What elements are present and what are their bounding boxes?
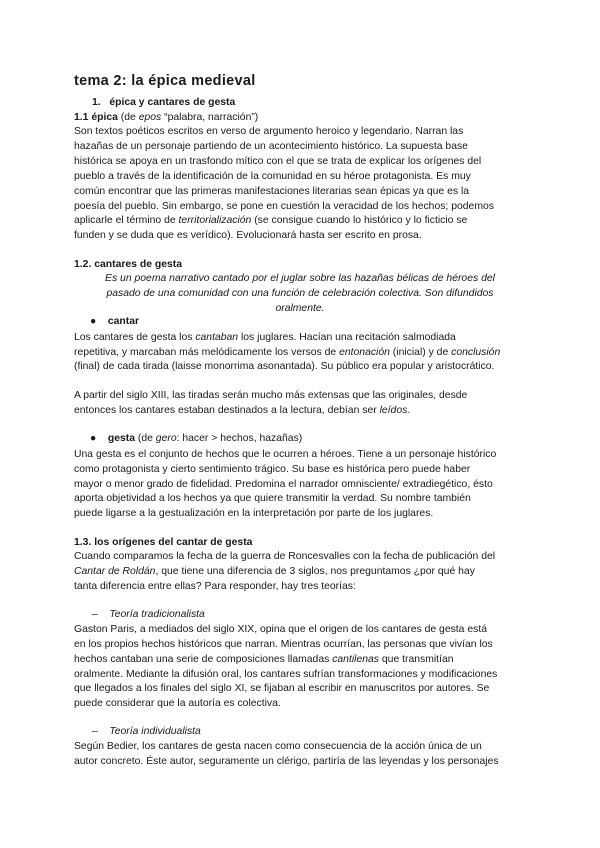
- paragraph-line: poesía del pueblo. Sin embargo, se pone en cuestión la veracidad de los hechos; podemos: [74, 201, 494, 212]
- definition-line: oralmente.: [275, 303, 325, 314]
- paragraph-line: pueblo a través de la identificación de la comunidad en su héroe protagonista. Es muy: [74, 171, 471, 182]
- italic-term: cantilenas: [332, 654, 379, 665]
- italic-term: Cantar de Roldán: [74, 566, 156, 577]
- paragraph-line: como protagonista y cierto sentimiento trágico. Su base es histórica pero puede haber: [74, 464, 471, 475]
- section-1-2-heading: 1.2. cantares de gesta: [74, 259, 183, 270]
- bullet-label: gesta: [107, 433, 135, 444]
- text-span: los juglares. Hacían una recitación salmodiada: [238, 332, 456, 343]
- paragraph-line: [74, 653, 454, 667]
- bullet-icon: ●: [90, 433, 97, 444]
- text-span: (de: [117, 112, 139, 123]
- paragraph-line: [74, 565, 475, 579]
- paragraph-line: Una gesta es el conjunto de hechos que le ocurren a héroes. Tiene a un personaje histórico: [74, 449, 497, 460]
- italic-term: leídos: [379, 405, 408, 416]
- text-span: hechos cantaban una serie de composiciones llamadas: [74, 654, 333, 665]
- theory-label: Teoría individualista: [109, 726, 201, 737]
- paragraph-line: tanta diferencia entre ellas? Para responder, hay tres teorías:: [74, 581, 356, 592]
- text-span: repetitiva, y marcaban más melódicamente los versos de: [74, 347, 340, 358]
- paragraph-line: Cuando comparamos la fecha de la guerra de Roncesvalles con la fecha de publicación del: [74, 551, 496, 562]
- paragraph-line: Son textos poéticos escritos en verso de argumento heroico y legendario. Narran las: [74, 126, 464, 137]
- paragraph-line: [74, 346, 500, 360]
- section-1-3-heading: 1.3. los orígenes del cantar de gesta: [74, 537, 253, 548]
- paragraph-line: común encontrar que las primeras manifestaciones literarias sean épicas ya que es la: [74, 186, 470, 197]
- text-span: , que tiene una diferencia de 3 siglos, nos preguntamos ¿por qué hay: [155, 566, 475, 577]
- bullet-label: cantar: [107, 316, 140, 327]
- paragraph-line: mayor o menor grado de fidelidad. Predomina el narrador omnisciente/ extradiegético, ésto: [74, 479, 493, 490]
- heading-1-number: 1.: [92, 97, 101, 108]
- text-span: Los cantares de gesta los: [74, 332, 196, 343]
- paragraph-line: [74, 404, 410, 418]
- italic-term: cantaban: [195, 332, 239, 343]
- paragraph-line: A partir del siglo XIII, las tiradas serán mucho más extensas que las originales, desde: [74, 390, 468, 401]
- text-span: “palabra, narración”): [161, 112, 259, 123]
- paragraph-line: que llegados a los finales del siglo XI, se fijaban al escribir en manuscritos por autores. Se: [74, 683, 490, 694]
- text-span: (se consigue cuando lo histórico y lo ficticio se: [251, 215, 468, 226]
- italic-term: conclusión: [451, 347, 501, 358]
- document-title: tema 2: la épica medieval: [74, 73, 256, 89]
- section-1-1-label: 1.1 épica: [74, 112, 118, 123]
- theory-label: Teoría tradicionalista: [109, 609, 205, 620]
- text-span: : hacer > hechos, hazañas): [176, 433, 303, 444]
- paragraph-line: (final) de cada tirada (laisse monorrima asonantada). Su público era popular y aristocrático.: [74, 361, 495, 372]
- definition-line: Es un poema narrativo cantado por el juglar sobre las hazañas bélicas de héroes del: [105, 273, 495, 284]
- paragraph-line: [74, 331, 456, 345]
- text-span: .: [407, 405, 411, 416]
- italic-term: entonación: [339, 347, 390, 358]
- paragraph-line: Según Bedier, los cantares de gesta nacen como consecuencia de la acción única de un: [74, 741, 482, 752]
- bullet-item-gesta: [90, 433, 302, 444]
- theory-heading-tradicionalista: [92, 609, 205, 620]
- heading-1-label: épica y cantares de gesta: [109, 97, 236, 108]
- bullet-icon: ●: [90, 316, 97, 327]
- paragraph-line: aporta objetividad a los hechos ya que quiere transmitir la verdad. Su nombre también: [74, 493, 471, 504]
- definition-line: pasado de una comunidad con una función de celebración colectiva. Son difundidos: [106, 288, 494, 299]
- text-span: aplicarle el término de: [74, 215, 179, 226]
- paragraph-line: autor concreto. Éste autor, seguramente un clérigo, partiría de las leyendas y los personajes: [74, 756, 499, 767]
- text-span: que transmitían: [379, 654, 454, 665]
- paragraph-line: puede considerar que la autoría es colectiva.: [74, 698, 281, 709]
- italic-term: gero: [155, 433, 177, 444]
- heading-1: [92, 97, 235, 108]
- text-span: (de: [135, 433, 156, 444]
- dash-marker: –: [92, 726, 98, 737]
- paragraph-line: histórica se apoya en un trasfondo mítico con el que se trata de explicar los orígenes del: [74, 156, 482, 167]
- paragraph-line: puede ligarse a la gestualización en la interpretación por parte de los juglares.: [74, 508, 434, 519]
- dash-marker: –: [92, 609, 98, 620]
- paragraph-line: hazañas de un personaje partiendo de un acontecimiento histórico. La supuesta base: [74, 141, 468, 152]
- section-1-1-heading: [74, 111, 258, 125]
- paragraph-line: funden y se duda que es verídico). Evolucionará hasta ser escrito en prosa.: [74, 230, 422, 241]
- italic-term: epos: [138, 112, 162, 123]
- paragraph-line: [74, 214, 467, 228]
- bullet-item-cantar: [90, 316, 139, 327]
- paragraph-line: en los propios hechos históricos que narran. Mientras ocurrían, las personas que vivían los: [74, 639, 493, 650]
- text-span: entonces los cantares estaban destinados a la lectura, debían ser: [74, 405, 380, 416]
- theory-heading-individualista: [92, 726, 201, 737]
- paragraph-line: Gaston Paris, a mediados del siglo XIX, opina que el origen de los cantares de gesta está: [74, 624, 487, 635]
- paragraph-line: oralmente. Mediante la difusión oral, los cantares sufrían transformaciones y modificaciones: [74, 669, 498, 680]
- italic-term: territorialización: [178, 215, 252, 226]
- text-span: (inicial) y de: [389, 347, 452, 358]
